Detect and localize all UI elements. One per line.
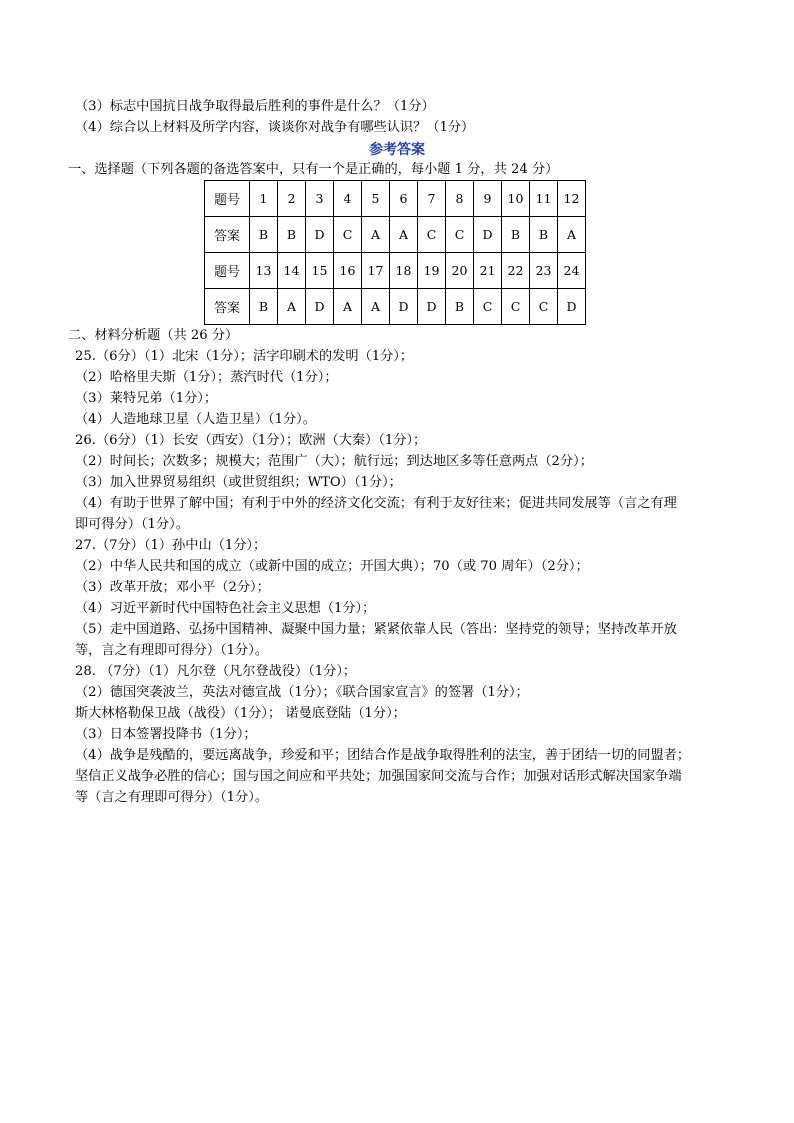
table-cell: A bbox=[278, 289, 306, 325]
table-cell: C bbox=[334, 217, 362, 253]
table-row bbox=[205, 181, 586, 217]
table-cell: C bbox=[530, 289, 558, 325]
table-cell: 24 bbox=[558, 253, 586, 289]
table-cell: 8 bbox=[446, 181, 474, 217]
table-cell: C bbox=[418, 217, 446, 253]
table-row bbox=[205, 289, 586, 325]
answer-line: （3）加入世界贸易组织（或世贸组织；WTO）（1分）； bbox=[75, 475, 402, 490]
answer-line: 26.（6分）（1）长安（西安）（1分）；欧洲（大秦）（1分）； bbox=[75, 433, 427, 448]
table-cell: B bbox=[278, 217, 306, 253]
table-row-label: 题号 bbox=[205, 253, 250, 289]
table-cell: 23 bbox=[530, 253, 558, 289]
table-cell: 22 bbox=[502, 253, 530, 289]
answer-line: （2）哈格里夫斯（1分）；蒸汽时代（1分）； bbox=[75, 370, 338, 385]
table-cell: C bbox=[474, 289, 502, 325]
table-row-label: 答案 bbox=[205, 289, 250, 325]
answer-line: 坚信正义战争必胜的信心；国与国之间应和平共处；加强国家间交流与合作；加强对话形式解决国家争端 bbox=[75, 769, 682, 784]
section2-heading: 二、材料分析题（共 26 分） bbox=[68, 328, 239, 343]
answer-line: 等，言之有理即可得分）（1分）。 bbox=[75, 643, 269, 658]
table-cell: 4 bbox=[334, 181, 362, 217]
answer-line: （4）有助于世界了解中国；有利于中外的经济文化交流；有利于友好往来；促进共同发展等（言之有理 bbox=[75, 496, 677, 511]
table-cell: 16 bbox=[334, 253, 362, 289]
answer-line: （3）改革开放；邓小平（2分）； bbox=[75, 580, 270, 595]
answer-line: （2）中华人民共和国的成立（或新中国的成立；开国大典）；70（或 70 周年）（2分）； bbox=[75, 559, 589, 574]
table-cell: 20 bbox=[446, 253, 474, 289]
table-cell: 6 bbox=[390, 181, 418, 217]
table-row bbox=[205, 253, 586, 289]
answer-line: 等（言之有理即可得分）（1分）。 bbox=[75, 790, 269, 805]
table-cell: 9 bbox=[474, 181, 502, 217]
table-cell: A bbox=[558, 217, 586, 253]
answer-line: （3）日本签署投降书（1分）； bbox=[75, 727, 257, 742]
table-cell: B bbox=[250, 289, 278, 325]
answer-line: 25.（6分）（1）北宋（1分）；活字印刷术的发明（1分）； bbox=[75, 349, 414, 364]
table-cell: C bbox=[502, 289, 530, 325]
answer-line: （2）时间长；次数多；规模大；范围广（大）；航行远；到达地区多等任意两点（2分）； bbox=[75, 454, 593, 469]
question-3: （3）标志中国抗日战争取得最后胜利的事件是什么？（1分） bbox=[75, 99, 435, 114]
table-cell: 21 bbox=[474, 253, 502, 289]
table-cell: D bbox=[418, 289, 446, 325]
table-cell: D bbox=[306, 217, 334, 253]
table-cell: C bbox=[446, 217, 474, 253]
table-cell: B bbox=[446, 289, 474, 325]
table-cell: B bbox=[530, 217, 558, 253]
table-cell: D bbox=[474, 217, 502, 253]
table-cell: 1 bbox=[250, 181, 278, 217]
table-row bbox=[205, 217, 586, 253]
answer-title: 参考答案 bbox=[369, 142, 425, 158]
table-cell: A bbox=[390, 217, 418, 253]
table-cell: 19 bbox=[418, 253, 446, 289]
table-cell: A bbox=[362, 217, 390, 253]
answer-table bbox=[204, 180, 586, 325]
table-cell: 13 bbox=[250, 253, 278, 289]
table-cell: 11 bbox=[530, 181, 558, 217]
table-cell: 12 bbox=[558, 181, 586, 217]
table-row-label: 题号 bbox=[205, 181, 250, 217]
table-cell: A bbox=[362, 289, 390, 325]
table-cell: 15 bbox=[306, 253, 334, 289]
table-cell: 14 bbox=[278, 253, 306, 289]
table-cell: B bbox=[502, 217, 530, 253]
table-cell: 2 bbox=[278, 181, 306, 217]
answer-line: （3）莱特兄弟（1分）； bbox=[75, 391, 218, 406]
answer-line: 27.（7分）（1）孙中山（1分）； bbox=[75, 538, 267, 553]
answer-line: （2）德国突袭波兰，英法对德宣战（1分）；《联合国家宣言》的签署（1分）； bbox=[75, 685, 529, 700]
answer-line: 斯大林格勒保卫战（战役）（1分）； 诺曼底登陆（1分）； bbox=[75, 706, 406, 721]
table-row-label: 答案 bbox=[205, 217, 250, 253]
answer-line: （4）战争是残酷的，要远离战争，珍爱和平；团结合作是战争取得胜利的法宝，善于团结一切的同盟者； bbox=[75, 748, 691, 763]
question-4: （4）综合以上材料及所学内容，谈谈你对战争有哪些认识？（1分） bbox=[75, 120, 475, 135]
answer-line: 即可得分）（1分）。 bbox=[75, 517, 189, 532]
table-cell: B bbox=[250, 217, 278, 253]
table-cell: D bbox=[558, 289, 586, 325]
table-cell: D bbox=[306, 289, 334, 325]
table-cell: 18 bbox=[390, 253, 418, 289]
section1-heading: 一、选择题（下列各题的备选答案中，只有一个是正确的，每小题 1 分，共 24 分） bbox=[68, 162, 559, 177]
table-cell: A bbox=[334, 289, 362, 325]
answer-line: （4）人造地球卫星（人造卫星）（1分）。 bbox=[75, 412, 316, 427]
table-cell: 10 bbox=[502, 181, 530, 217]
table-cell: 3 bbox=[306, 181, 334, 217]
answer-line: 28. （7分）（1）凡尔登（凡尔登战役）（1分）； bbox=[75, 664, 357, 679]
answer-line: （5）走中国道路、弘扬中国精神、凝聚中国力量；紧紧依靠人民（答出：坚持党的领导；坚持改革开放 bbox=[75, 622, 677, 637]
answer-line: （4）习近平新时代中国特色社会主义思想（1分）； bbox=[75, 601, 376, 616]
table-cell: 17 bbox=[362, 253, 390, 289]
table-cell: D bbox=[390, 289, 418, 325]
table-cell: 7 bbox=[418, 181, 446, 217]
table-cell: 5 bbox=[362, 181, 390, 217]
